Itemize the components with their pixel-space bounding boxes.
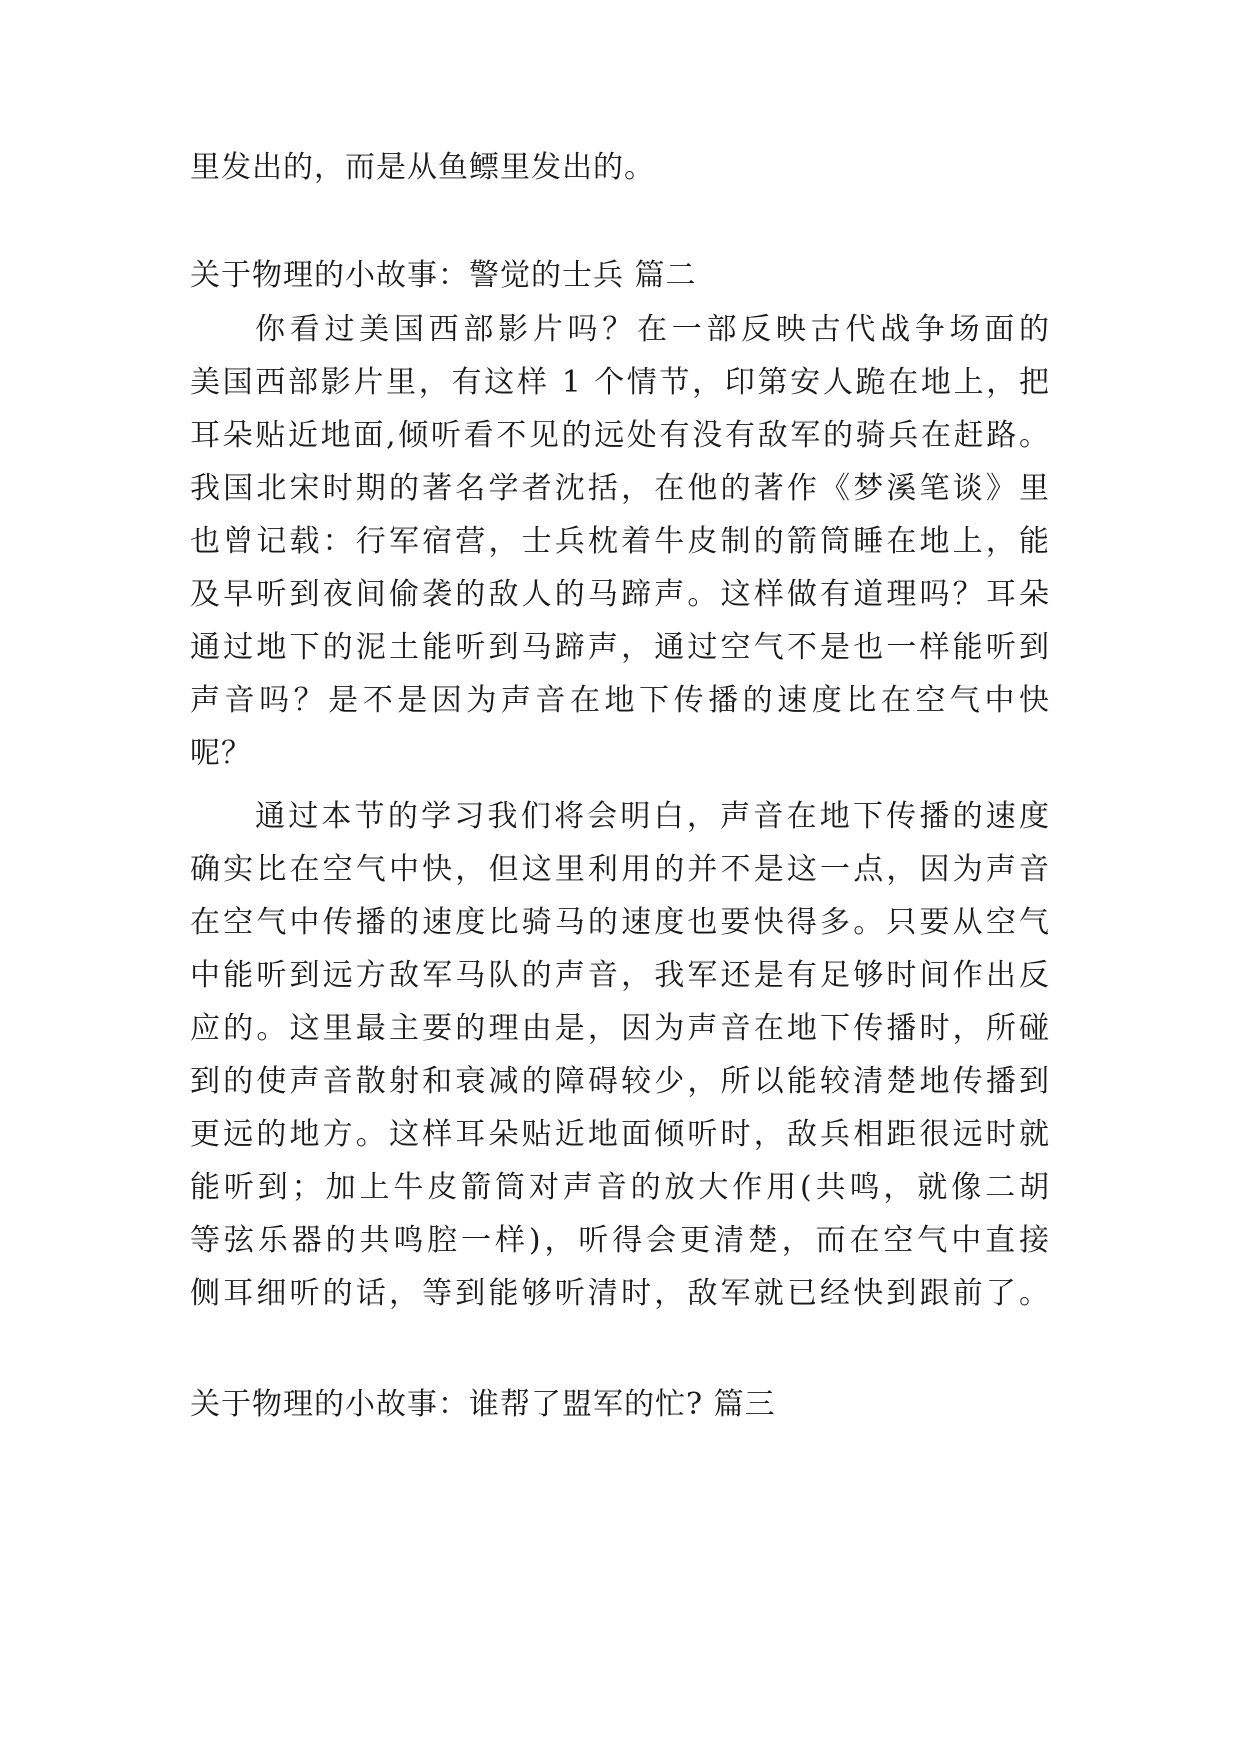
paragraph-line: 我国北宋时期的著名学者沈括，在他的著作《梦溪笔谈》里: [190, 471, 1050, 506]
paragraph-line: 在空气中传播的速度比骑马的速度也要快得多。只要从空气: [190, 905, 1050, 940]
section-heading-2: 关于物理的小故事：警觉的士兵 篇二: [190, 258, 697, 293]
paragraph-line: 中能听到远方敌军马队的声音，我军还是有足够时间作出反: [190, 958, 1050, 993]
paragraph-line: 确实比在空气中快，但这里利用的并不是这一点，因为声音: [190, 852, 1050, 887]
paragraph-line: 声音吗？是不是因为声音在地下传播的速度比在空气中快: [190, 683, 1050, 718]
paragraph-line: 你看过美国西部影片吗？在一部反映古代战争场面的: [255, 312, 1050, 347]
paragraph-line: 耳朵贴近地面,倾听看不见的远处有没有敌军的骑兵在赶路。: [190, 418, 1050, 453]
paragraph-line: 美国西部影片里，有这样 1 个情节，印第安人跪在地上，把: [190, 365, 1050, 400]
intro-tail-line: 里发出的，而是从鱼鳔里发出的。: [190, 150, 655, 185]
section-heading-3: 关于物理的小故事：谁帮了盟军的忙? 篇三: [190, 1387, 776, 1422]
paragraph-line: 通过本节的学习我们将会明白，声音在地下传播的速度: [255, 799, 1050, 834]
paragraph-line: 到的使声音散射和衰减的障碍较少，所以能较清楚地传播到: [190, 1064, 1050, 1099]
paragraph-line: 能听到；加上牛皮箭筒对声音的放大作用(共鸣，就像二胡: [190, 1170, 1050, 1205]
paragraph-line: 及早听到夜间偷袭的敌人的马蹄声。这样做有道理吗？耳朵: [190, 577, 1050, 612]
paragraph-line: 呢？: [190, 736, 252, 771]
paragraph-line: 通过地下的泥土能听到马蹄声，通过空气不是也一样能听到: [190, 630, 1050, 665]
paragraph-line: 也曾记载：行军宿营，士兵枕着牛皮制的箭筒睡在地上，能: [190, 524, 1050, 559]
paragraph-line: 更远的地方。这样耳朵贴近地面倾听时，敌兵相距很远时就: [190, 1117, 1050, 1152]
paragraph-line: 应的。这里最主要的理由是，因为声音在地下传播时，所碰: [190, 1011, 1050, 1046]
paragraph-line: 等弦乐器的共鸣腔一样)，听得会更清楚，而在空气中直接: [190, 1223, 1050, 1258]
paragraph-line: 侧耳细听的话，等到能够听清时，敌军就已经快到跟前了。: [190, 1276, 1050, 1311]
